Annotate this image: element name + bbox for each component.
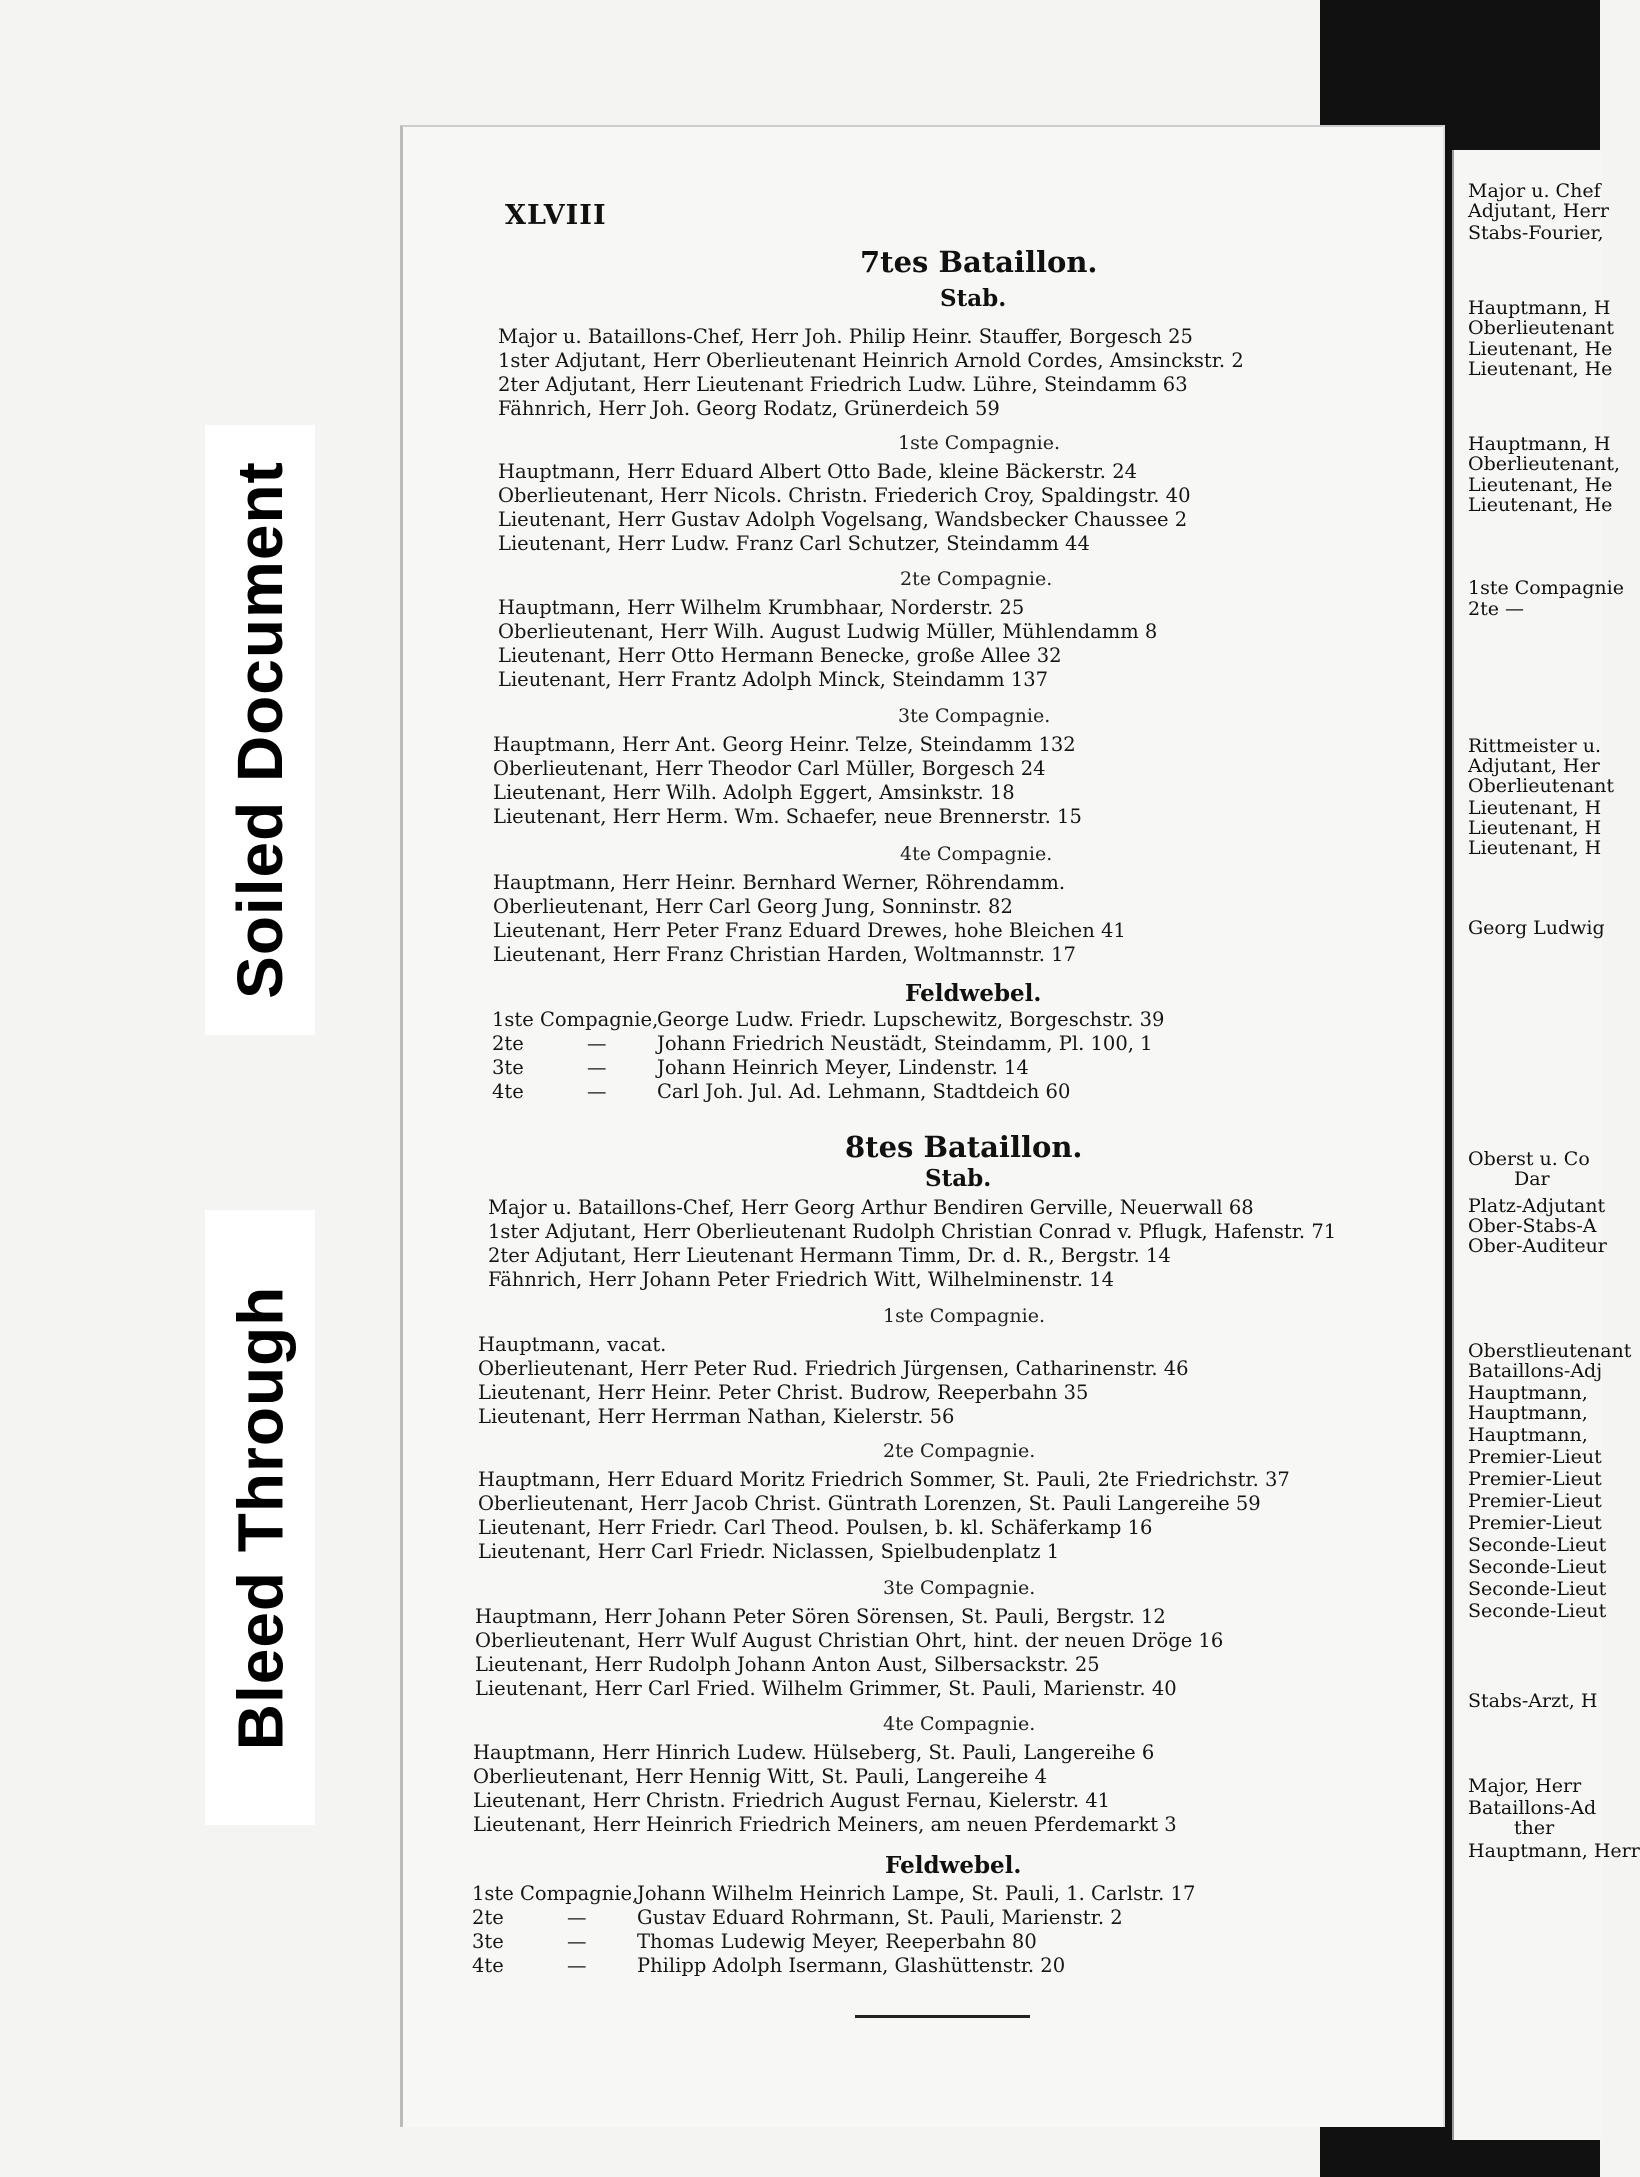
facing-page-line: Hauptmann, H [1468, 433, 1611, 455]
feldwebel-row [492, 1008, 1212, 1032]
bleed-through-label [205, 1210, 315, 1825]
stab-entry: Major u. Bataillons-Chef, Herr Joh. Philip Heinr. Stauffer, Borgesch 25 [498, 325, 1193, 348]
soiled-document-text: Soiled Document [224, 461, 296, 999]
stab-entry: Major u. Bataillons-Chef, Herr Georg Arthur Bendiren Gerville, Neuerwall 68 [488, 1196, 1254, 1219]
facing-page-line: Seconde-Lieut [1468, 1534, 1607, 1556]
feldwebel-name: Johann Friedrich Neustädt, Steindamm, Pl. 100, 1 [657, 1032, 1153, 1055]
company-entry: Hauptmann, Herr Johann Peter Sören Sörensen, St. Pauli, Bergstr. 12 [475, 1605, 1166, 1628]
stab-entry: Fähnrich, Herr Joh. Georg Rodatz, Grünerdeich 59 [498, 397, 1000, 420]
feldwebel-company: 3te [472, 1930, 504, 1953]
company-entry: Oberlieutenant, Herr Hennig Witt, St. Pauli, Langereihe 4 [473, 1765, 1048, 1788]
facing-page-line: Oberst u. Co [1468, 1148, 1590, 1170]
feldwebel-dash: — [567, 1906, 587, 1929]
company-entry: Lieutenant, Herr Franz Christian Harden, Woltmannstr. 17 [493, 943, 1076, 966]
company-entry: Hauptmann, Herr Eduard Moritz Friedrich Sommer, St. Pauli, 2te Friedrichstr. 37 [478, 1468, 1290, 1491]
company-entry: Oberlieutenant, Herr Wulf August Christian Ohrt, hint. der neuen Dröge 16 [475, 1629, 1224, 1652]
feldwebel-dash: — [587, 1056, 607, 1079]
company-heading: 4te Compagnie. [900, 843, 1053, 865]
facing-page-line: Hauptmann, Herr [1468, 1840, 1640, 1862]
company-heading: 2te Compagnie. [900, 568, 1053, 590]
company-entry: Lieutenant, Herr Rudolph Johann Anton Aust, Silbersackstr. 25 [475, 1653, 1100, 1676]
company-entry: Lieutenant, Herr Wilh. Adolph Eggert, Amsinkstr. 18 [493, 781, 1015, 804]
facing-page-line: Major, Herr [1468, 1775, 1582, 1797]
facing-page-line: Lieutenant, He [1468, 494, 1613, 516]
feldwebel-row [492, 1080, 1212, 1104]
facing-page-line: Ober-Auditeur [1468, 1235, 1607, 1257]
facing-page-line: Premier-Lieut [1468, 1490, 1602, 1512]
feldwebel-name: Philipp Adolph Isermann, Glashüttenstr. 20 [637, 1954, 1066, 1977]
company-entry: Lieutenant, Herr Christn. Friedrich August Fernau, Kielerstr. 41 [473, 1789, 1111, 1812]
company-entry: Oberlieutenant, Herr Peter Rud. Friedrich Jürgensen, Catharinenstr. 46 [478, 1357, 1189, 1380]
company-entry: Lieutenant, Herr Heinr. Peter Christ. Budrow, Reeperbahn 35 [478, 1381, 1089, 1404]
facing-page-line: Rittmeister u. [1468, 735, 1602, 757]
company-entry: Oberlieutenant, Herr Theodor Carl Müller, Borgesch 24 [493, 757, 1046, 780]
feldwebel-dash: — [587, 1032, 607, 1055]
facing-page-line: Lieutenant, He [1468, 358, 1613, 380]
feldwebel-row [492, 1056, 1212, 1080]
company-entry: Lieutenant, Herr Carl Fried. Wilhelm Grimmer, St. Pauli, Marienstr. 40 [475, 1677, 1177, 1700]
facing-page-line: Bataillons-Adj [1468, 1360, 1603, 1382]
facing-page-line: Hauptmann, [1468, 1424, 1588, 1446]
facing-page-line: 2te — [1468, 598, 1525, 620]
bleed-through-text: Bleed Through [224, 1285, 296, 1750]
company-entry: Hauptmann, Herr Heinr. Bernhard Werner, Röhrendamm. [493, 871, 1066, 894]
company-entry: Lieutenant, Herr Otto Hermann Benecke, große Allee 32 [498, 644, 1062, 667]
company-heading: 4te Compagnie. [883, 1713, 1036, 1735]
feldwebel-dash: — [587, 1080, 607, 1103]
feldwebel-name: Gustav Eduard Rohrmann, St. Pauli, Marienstr. 2 [637, 1906, 1123, 1929]
facing-page-line: Ober-Stabs-A [1468, 1215, 1597, 1237]
facing-page-line: ther [1514, 1817, 1555, 1839]
feldwebel-dash: — [567, 1954, 587, 1977]
feldwebel-company: 3te [492, 1056, 524, 1079]
facing-page-line: Hauptmann, H [1468, 297, 1611, 319]
feldwebel-row [472, 1882, 1196, 1906]
company-heading: 3te Compagnie. [898, 705, 1051, 727]
facing-page-line: Seconde-Lieut [1468, 1578, 1607, 1600]
facing-page-line: Premier-Lieut [1468, 1468, 1602, 1490]
company-entry: Lieutenant, Herr Friedr. Carl Theod. Poulsen, b. kl. Schäferkamp 16 [478, 1516, 1153, 1539]
feldwebel-row [472, 1930, 1192, 1954]
company-entry: Oberlieutenant, Herr Wilh. August Ludwig Müller, Mühlendamm 8 [498, 620, 1158, 643]
feldwebel-company: 2te [472, 1906, 504, 1929]
facing-page-line: Seconde-Lieut [1468, 1556, 1607, 1578]
company-entry: Lieutenant, Herr Frantz Adolph Minck, Steindamm 137 [498, 668, 1049, 691]
facing-page-line: Lieutenant, He [1468, 474, 1613, 496]
company-entry: Lieutenant, Herr Heinrich Friedrich Meiners, am neuen Pferdemarkt 3 [473, 1813, 1177, 1836]
facing-page-line: Oberlieutenant, [1468, 453, 1621, 475]
facing-page-line: Dar [1514, 1168, 1550, 1190]
feldwebel-name: Thomas Ludewig Meyer, Reeperbahn 80 [637, 1930, 1037, 1953]
feldwebel-row [472, 1954, 1192, 1978]
battalion-8-feldwebel-heading: Feldwebel. [885, 1852, 1022, 1879]
soiled-document-label [205, 425, 315, 1035]
facing-page-line: Stabs-Arzt, H [1468, 1690, 1598, 1712]
company-entry: Hauptmann, Herr Wilhelm Krumbhaar, Norderstr. 25 [498, 596, 1025, 619]
company-entry: Hauptmann, vacat. [478, 1333, 667, 1356]
facing-page-line: Seconde-Lieut [1468, 1600, 1607, 1622]
feldwebel-company: 1ste Compagnie, [492, 1008, 659, 1031]
battalion-7-stab-heading: Stab. [940, 285, 1007, 312]
company-entry: Lieutenant, Herr Gustav Adolph Vogelsang, Wandsbecker Chaussee 2 [498, 508, 1188, 531]
battalion-8-stab-heading: Stab. [925, 1165, 992, 1192]
facing-page-line: Oberlieutenant [1468, 775, 1615, 797]
stab-entry: 2ter Adjutant, Herr Lieutenant Hermann Timm, Dr. d. R., Bergstr. 14 [488, 1244, 1171, 1267]
facing-page-line: Stabs-Fourier, [1468, 222, 1604, 244]
facing-page-line: Bataillons-Ad [1468, 1797, 1597, 1819]
facing-page-line: Adjutant, Her [1468, 755, 1600, 777]
feldwebel-row [472, 1906, 1192, 1930]
company-heading: 1ste Compagnie. [883, 1305, 1046, 1327]
company-heading: 3te Compagnie. [883, 1577, 1036, 1599]
feldwebel-name: Carl Joh. Jul. Ad. Lehmann, Stadtdeich 60 [657, 1080, 1071, 1103]
company-entry: Oberlieutenant, Herr Carl Georg Jung, Sonninstr. 82 [493, 895, 1013, 918]
facing-page [1452, 150, 1640, 2140]
company-entry: Lieutenant, Herr Herrman Nathan, Kielerstr. 56 [478, 1405, 955, 1428]
stab-entry: 1ster Adjutant, Herr Oberlieutenant Heinrich Arnold Cordes, Amsinckstr. 2 [498, 349, 1244, 372]
company-entry: Hauptmann, Herr Hinrich Ludew. Hülseberg, St. Pauli, Langereihe 6 [473, 1741, 1155, 1764]
facing-page-line: Oberstlieutenant [1468, 1340, 1632, 1362]
facing-page-line: Adjutant, Herr [1468, 200, 1609, 222]
facing-page-line: Lieutenant, H [1468, 837, 1602, 859]
facing-page-line: Platz-Adjutant [1468, 1195, 1606, 1217]
facing-page-line: Lieutenant, He [1468, 338, 1613, 360]
battalion-7-title: 7tes Bataillon. [860, 245, 1098, 279]
feldwebel-company: 2te [492, 1032, 524, 1055]
facing-page-line: Premier-Lieut [1468, 1512, 1602, 1534]
company-entry: Hauptmann, Herr Ant. Georg Heinr. Telze, Steindamm 132 [493, 733, 1076, 756]
facing-page-line: Oberlieutenant [1468, 317, 1615, 339]
facing-page-line: Hauptmann, [1468, 1402, 1588, 1424]
battalion-8-title: 8tes Bataillon. [845, 1130, 1083, 1164]
feldwebel-company: 1ste Compagnie, [472, 1882, 639, 1905]
stab-entry: 2ter Adjutant, Herr Lieutenant Friedrich Ludw. Lühre, Steindamm 63 [498, 373, 1188, 396]
company-entry: Lieutenant, Herr Ludw. Franz Carl Schutzer, Steindamm 44 [498, 532, 1090, 555]
end-rule [855, 2015, 1030, 2018]
stab-entry: Fähnrich, Herr Johann Peter Friedrich Witt, Wilhelminenstr. 14 [488, 1268, 1114, 1291]
company-entry: Lieutenant, Herr Herm. Wm. Schaefer, neue Brennerstr. 15 [493, 805, 1082, 828]
facing-page-line: Hauptmann, [1468, 1382, 1588, 1404]
facing-page-line: Major u. Chef [1468, 180, 1601, 202]
facing-page-line: Georg Ludwig [1468, 917, 1605, 939]
company-heading: 2te Compagnie. [883, 1440, 1036, 1462]
facing-page-line: Premier-Lieut [1468, 1446, 1602, 1468]
facing-page-line: Lieutenant, H [1468, 817, 1602, 839]
feldwebel-company: 4te [472, 1954, 504, 1977]
company-entry: Oberlieutenant, Herr Jacob Christ. Güntrath Lorenzen, St. Pauli Langereihe 59 [478, 1492, 1261, 1515]
stab-entry: 1ster Adjutant, Herr Oberlieutenant Rudolph Christian Conrad v. Pflugk, Hafenstr. 71 [488, 1220, 1337, 1243]
feldwebel-name: Johann Heinrich Meyer, Lindenstr. 14 [657, 1056, 1029, 1079]
page-number: XLVIII [505, 200, 607, 231]
battalion-7-feldwebel-heading: Feldwebel. [905, 980, 1042, 1007]
company-entry: Oberlieutenant, Herr Nicols. Christn. Friederich Croy, Spaldingstr. 40 [498, 484, 1191, 507]
company-entry: Lieutenant, Herr Peter Franz Eduard Drewes, hohe Bleichen 41 [493, 919, 1126, 942]
facing-page-line: 1ste Compagnie [1468, 577, 1624, 599]
company-entry: Lieutenant, Herr Carl Friedr. Niclassen, Spielbudenplatz 1 [478, 1540, 1060, 1563]
feldwebel-dash: — [567, 1930, 587, 1953]
feldwebel-row [492, 1032, 1212, 1056]
company-heading: 1ste Compagnie. [898, 432, 1061, 454]
facing-page-line: Lieutenant, H [1468, 797, 1602, 819]
company-entry: Hauptmann, Herr Eduard Albert Otto Bade, kleine Bäckerstr. 24 [498, 460, 1138, 483]
feldwebel-name: Johann Wilhelm Heinrich Lampe, St. Pauli, 1. Carlstr. 17 [637, 1882, 1196, 1905]
feldwebel-name: George Ludw. Friedr. Lupschewitz, Borgeschstr. 39 [657, 1008, 1165, 1031]
feldwebel-company: 4te [492, 1080, 524, 1103]
